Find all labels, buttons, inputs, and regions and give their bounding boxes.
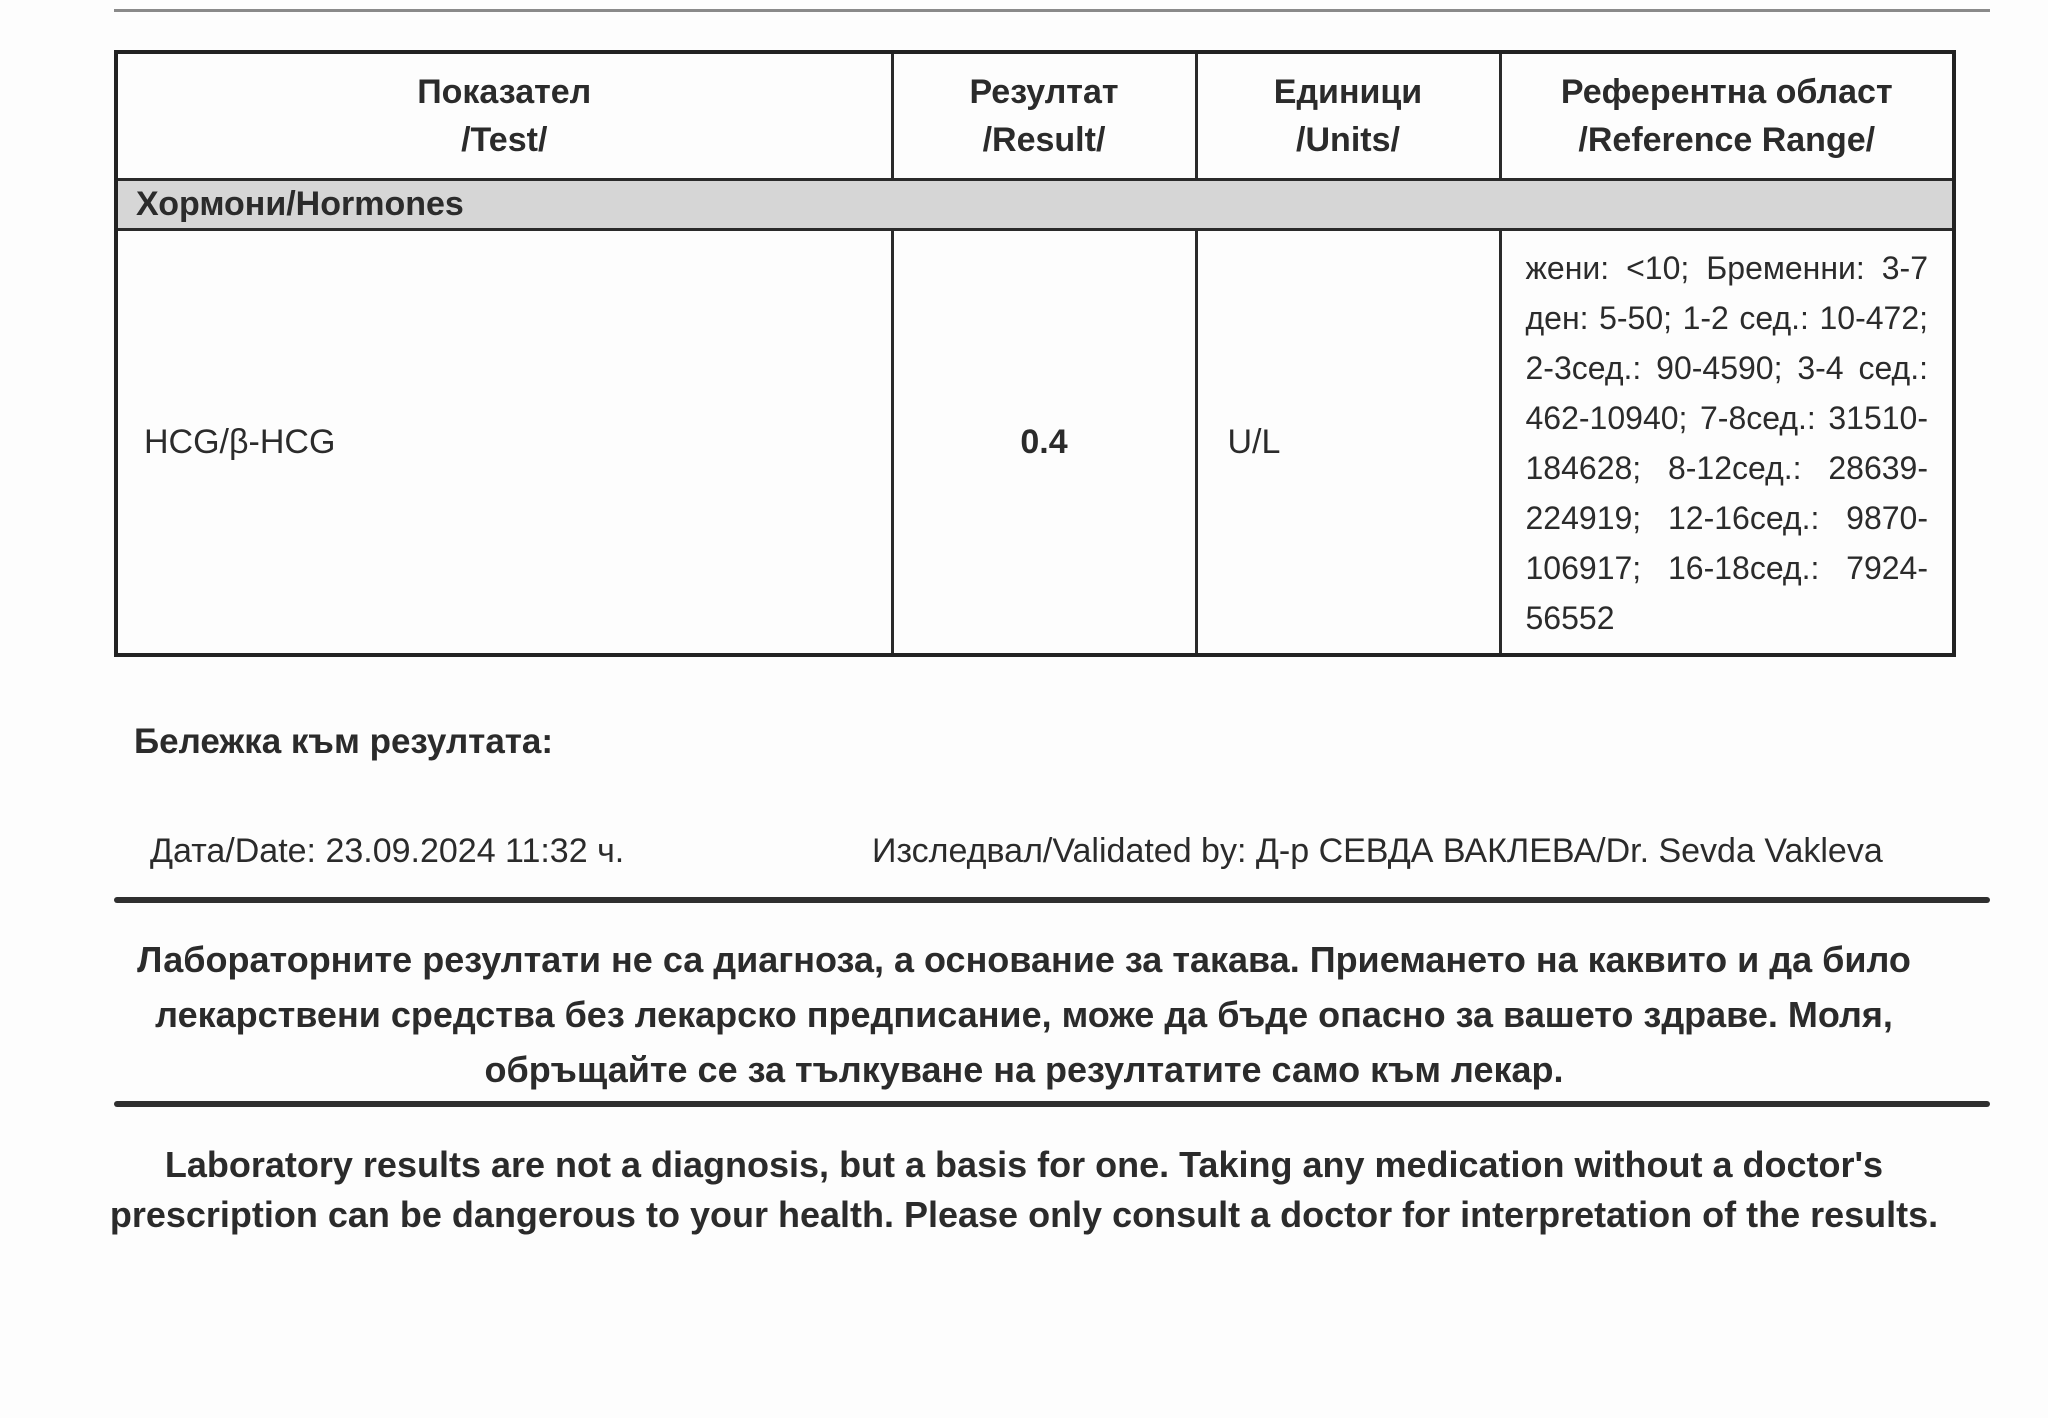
disclaimer-english: Laboratory results are not a diagnosis, but a basis for one. Taking any medication without a doctor's prescription can be dangerous to your health. Please only consult a doctor for interpretation of the results. <box>109 1144 1939 1235</box>
result-value-cell: 0.4 <box>892 230 1196 656</box>
column-header-result-bg: Резултат <box>969 73 1119 111</box>
column-header-units-en: /Units/ <box>1296 121 1400 159</box>
section-band-row <box>116 180 1954 230</box>
table-row <box>116 230 1954 656</box>
column-header-units <box>1196 52 1500 180</box>
divider-above-en-disclaimer <box>114 1101 1990 1107</box>
disclaimer-bulgarian: Лабораторните резултати не са диагноза, а основание за такава. Приемането на каквито и да било лекарствени средства без лекарско предписание, може да бъде опасно за вашето здраве. Моля, обръщайте се за тълкуване на резултатите само към лекар. <box>137 939 1911 1090</box>
column-header-reference-en: /Reference Range/ <box>1578 121 1876 159</box>
reference-range-cell: жени: <10; Бременни: 3-7 ден: 5-50; 1-2 сед.: 10-472; 2-3сед.: 90-4590; 3-4 сед.: 462-10940; 7-8сед.: 31510-184628; 8-12сед.: 28639-224919; 12-16сед.: 9870-106917; 16-18сед.: 7924-56552 <box>1500 230 1954 656</box>
column-header-test <box>116 52 892 180</box>
divider-above-bg-disclaimer <box>114 897 1990 903</box>
results-table <box>114 50 1956 657</box>
column-header-reference-bg: Референтна област <box>1560 73 1893 111</box>
table-header-row <box>116 52 1954 180</box>
date-value: Дата/Date: 23.09.2024 11:32 ч. <box>150 832 625 870</box>
section-band-hormones: Хормони/Hormones <box>116 180 1954 230</box>
column-header-reference <box>1500 52 1954 180</box>
units-cell: U/L <box>1196 230 1500 656</box>
column-header-result-en: /Result/ <box>982 121 1106 159</box>
top-divider <box>114 9 1990 12</box>
validated-by-value: Изследвал/Validated by: Д-р СЕВДА ВАКЛЕВА/Dr. Sevda Vakleva <box>872 832 1883 870</box>
column-header-test-en: /Test/ <box>461 121 548 159</box>
column-header-result <box>892 52 1196 180</box>
column-header-test-bg: Показател <box>417 73 592 111</box>
result-note-heading: Бележка към резултата: <box>134 722 554 761</box>
column-header-units-bg: Единици <box>1273 73 1423 111</box>
test-name-cell: HCG/β-HCG <box>116 230 892 656</box>
